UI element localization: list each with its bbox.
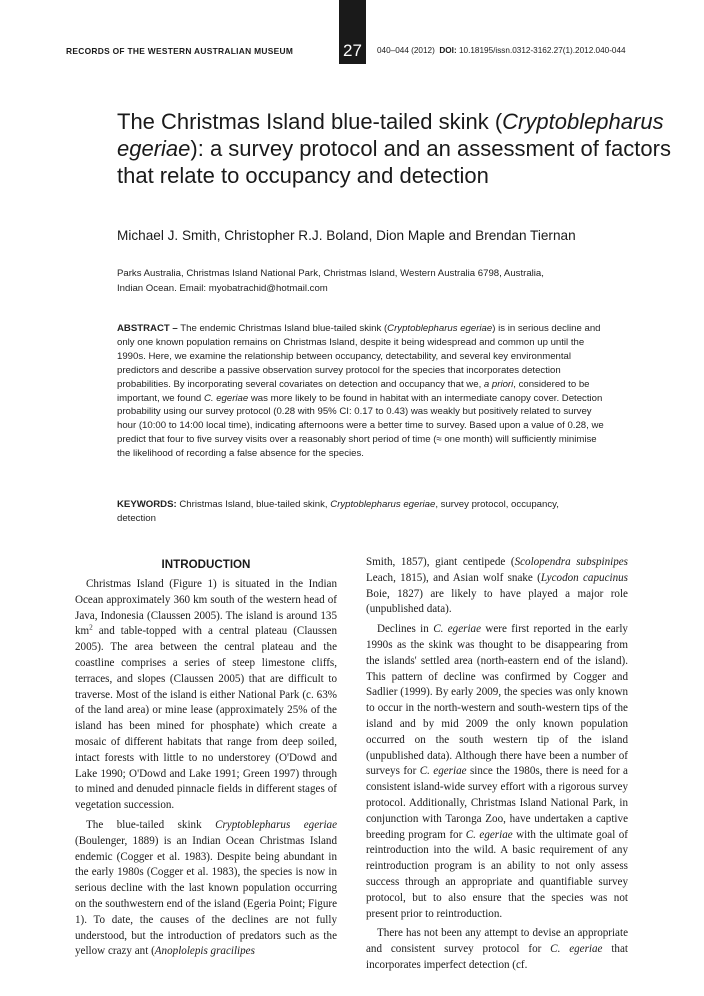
body-text: since the 1980s, there is need for a consistent island-wide survey effort with a rigorous survey protocol. Additionally, Christmas Island National Park, in conjunction with Taronga Zoo, have undertaken a captive breeding program for: [366, 765, 628, 841]
page-range: 040–044 (2012): [377, 46, 435, 55]
body-text: Leach, 1815), and Asian wolf snake (: [366, 571, 541, 584]
body-text: Declines in: [377, 623, 434, 636]
body-text: The blue-tailed skink: [86, 818, 216, 831]
body-text: Christmas Island (Figure 1) is situated in the Indian Ocean approximately 360 km south of the western head of Java, Indonesia (Claussen 2005). The island is around 135 km: [75, 578, 337, 638]
affiliation: [117, 266, 607, 296]
body-paragraph: [366, 555, 628, 618]
body-paragraph: [75, 577, 337, 814]
body-text: Boie, 1827) are likely to have played a major role (unpublished data).: [366, 587, 628, 616]
body-text: (Boulenger, 1889) is an Indian Ocean Christmas Island endemic (Cogger et al. 1983). Despite being abundant in the early 1980s (Cogger et al. 1983), the species is now in serious decline with the last known population occurring on the southwestern end of the island (Egeria Point; Figure 1). To date, the causes of the declines are not fully understood, but the introduction of predators such as the yellow crazy ant (: [75, 834, 337, 958]
abstract-text: , considered to be important, we found: [117, 378, 590, 404]
species-name: C. egeriae: [203, 392, 249, 404]
section-heading: INTRODUCTION: [161, 558, 251, 571]
species-name: Anoplolepis gracilipes: [154, 945, 255, 958]
page-number: 27: [343, 41, 362, 60]
affiliation-line: Parks Australia, Christmas Island National Park, Christmas Island, Western Australia 6798, Australia,: [117, 268, 544, 279]
body-text: Smith, 1857), giant centipede (: [366, 556, 515, 568]
body-text: that incorporates imperfect detection (cf.: [366, 943, 628, 971]
abstract: [117, 322, 607, 461]
species-name: Cryptoblepharus egeriae: [330, 499, 436, 510]
doi-label: DOI:: [439, 46, 457, 55]
species-name: Scolopendra subspinipes: [514, 556, 628, 568]
body-text: with the ultimate goal of reintroduction into the wild. A basic requirement of any reintroduction program is an ability to not only assess success through an appropriate and quantifiable survey protocol, but to also ensure that the species was not present prior to reintroduction.: [366, 828, 628, 920]
page-number-tab: [339, 0, 366, 64]
doi-link[interactable]: 10.18195/issn.0312-3162.27(1).2012.040-044: [458, 46, 626, 55]
keywords-text: Christmas Island, blue-tailed skink,: [176, 499, 331, 510]
body-column-right: [366, 555, 628, 978]
affiliation-line: Indian Ocean. Email: myobatrachid@hotmail.com: [117, 283, 328, 294]
superscript: 2: [89, 623, 93, 632]
keywords-text: , survey protocol, occupancy, detection: [117, 499, 559, 524]
species-name: Lycodon capucinus: [540, 571, 628, 584]
species-name: Cryptoblepharus egeriae: [387, 323, 493, 334]
title-part: The Christmas Island blue-tailed skink (: [117, 109, 503, 134]
species-name: C. egeriae: [433, 623, 481, 636]
body-column-left: [75, 556, 337, 964]
abstract-text: ) is in serious decline and only one known population remains on Christmas Island, despite it being widespread and common up until the 1990s. Here, we examine the relationship between occupancy, detectability, and several key environmental predictors and describe a passive observation survey protocol for the species that incorporates detection probabilities. By incorporating several covariates on detection and occupancy that we,: [117, 323, 601, 390]
keywords-label: KEYWORDS:: [117, 499, 177, 510]
species-name: Cryptoblepharus egeriae: [215, 818, 338, 831]
body-text: were first reported in the early 1990s as the skink was thought to be disappearing from the islands' settled area (north-eastern end of the island). This pattern of decline was confirmed by Cogger and Sadlier (1999). By early 2009, the species was only known to occur in the north-western and south-western tips of the island and by mid 2009 the only known population occurred on the south western tip of the island (unpublished data). Although there have been a number of surveys for: [366, 623, 628, 778]
abstract-text: was more likely to be found in habitat with an intermediate canopy cover. Detection probability using our survey protocol (0.28 with 95% CI: 0.17 to 0.43) was weakly but positively related to survey hour (10:00 to 14:00 local time), indicating afternoons were a better time to survey. Based upon a value of 0.28, we predict that four to five survey visits over a reasonably short period of time (≈ one month) will sufficiently minimise the likelihood of recording a false absence for the species.: [117, 392, 604, 460]
species-name: C. egeriae: [419, 765, 467, 778]
abstract-text: The endemic Christmas Island blue-tailed skink (: [177, 323, 388, 334]
body-paragraph: [366, 622, 628, 922]
title-part: ): a survey protocol and an assessment of factors that relate to occupancy and detection: [117, 136, 671, 188]
journal-name: RECORDS OF THE WESTERN AUSTRALIAN MUSEUM: [66, 46, 294, 56]
body-text: and table-topped with a central plateau (Claussen 2005). The area between the central plateau and the coastline comprises a series of steep limestone cliffs, terraces, and slopes (Claussen 2005) that are difficult to traverse. Most of the island is either National Park (c. 63% of the land area) or mine lease (approximately 25% of the island has been mined for phosphate) which create a mosaic of different habitats that range from deep soiled, intact forests with little to no understorey (O'Dowd and Lake 1990; O'Dowd and Lake 1991; Green 1997) through to mined and denuded pinnacle fields in different stages of vegetation succession.: [75, 625, 337, 812]
italic-term: a priori: [483, 378, 514, 390]
keywords: [117, 498, 587, 526]
species-name: C. egeriae: [550, 943, 603, 956]
body-paragraph: [75, 818, 337, 960]
article-title: [117, 108, 677, 189]
body-text: There has not been any attempt to devise an appropriate and consistent survey protocol for: [366, 927, 628, 956]
authors: Michael J. Smith, Christopher R.J. Boland, Dion Maple and Brendan Tiernan: [117, 228, 576, 243]
title-species: Cryptoblepharus egeriae: [117, 109, 664, 161]
species-name: C. egeriae: [465, 828, 513, 841]
body-paragraph: [366, 926, 628, 973]
abstract-label: ABSTRACT –: [117, 323, 178, 334]
citation-info: [377, 46, 626, 55]
